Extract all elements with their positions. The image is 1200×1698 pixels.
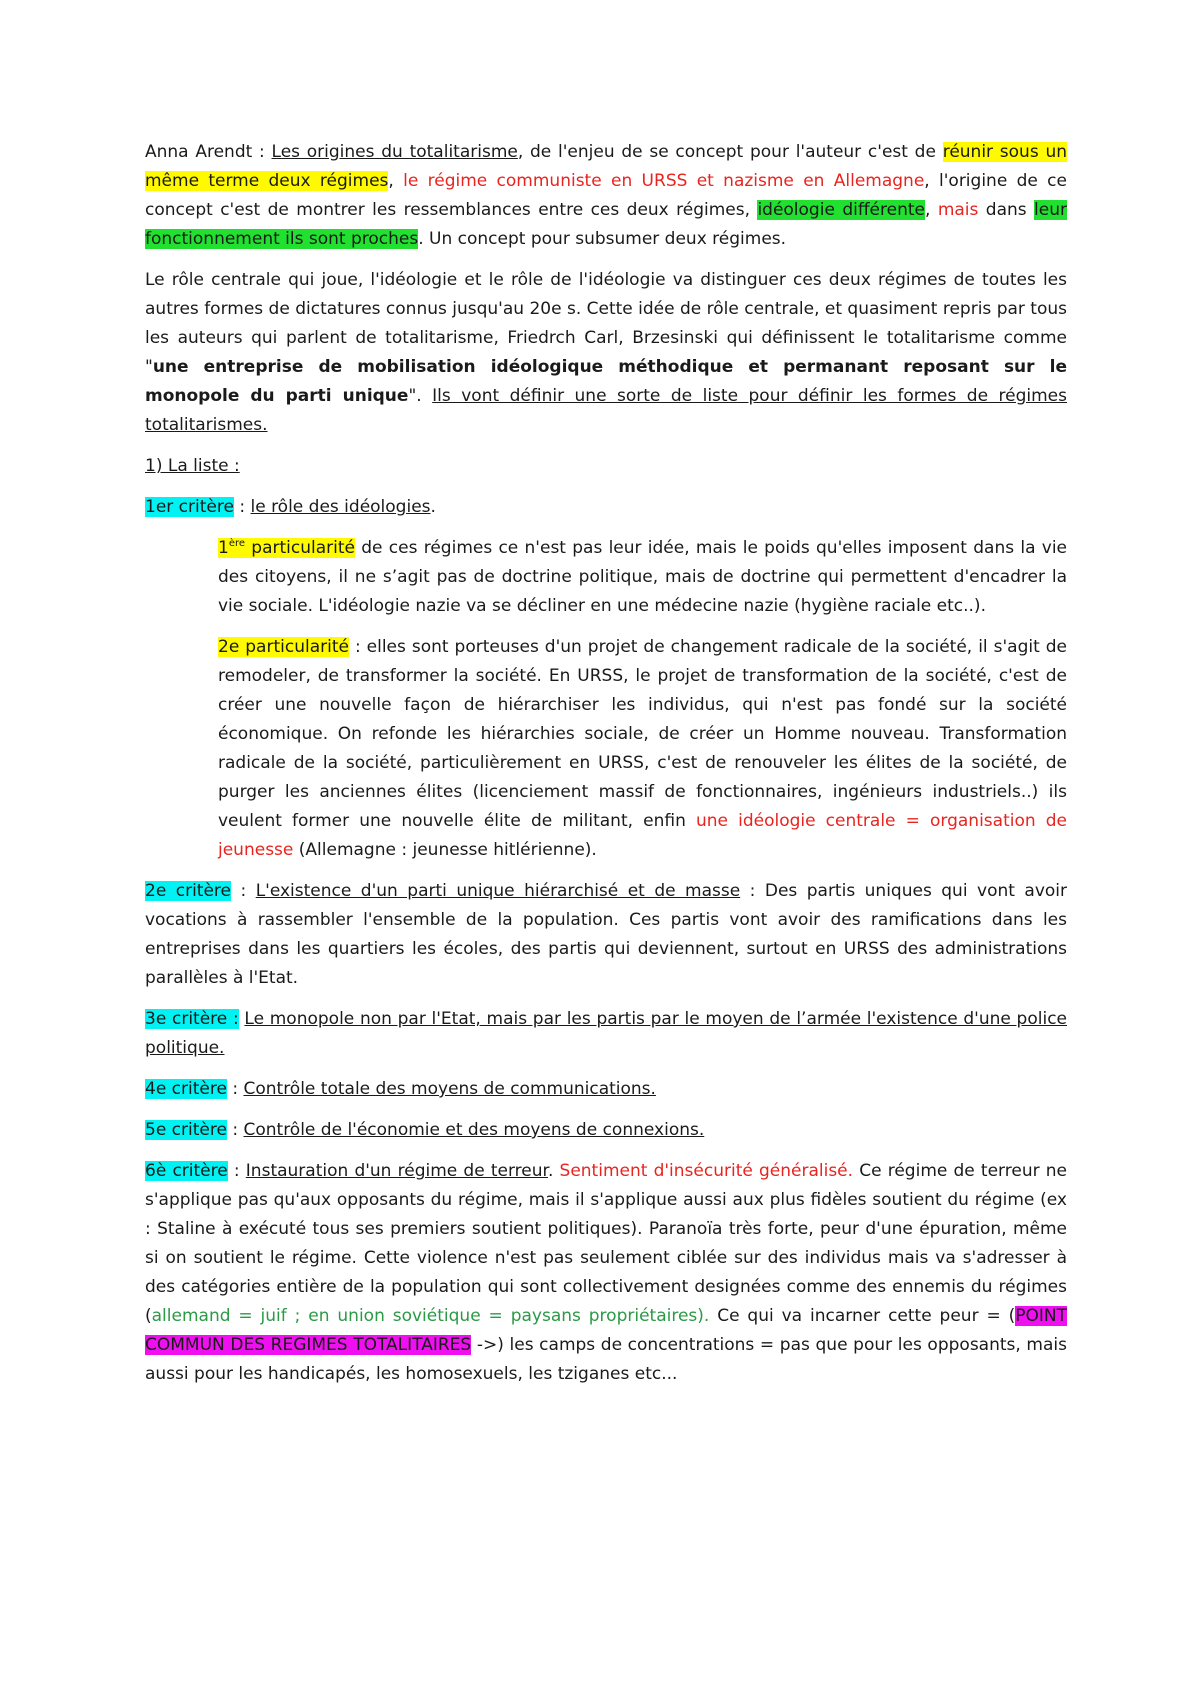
criterion-2 [145, 877, 1067, 993]
criterion-label: 4e critère [145, 1079, 227, 1099]
red-text: Sentiment d'insécurité généralisé. [559, 1161, 854, 1181]
red-text: une idéologie centrale = organisation de jeunesse [218, 811, 1067, 860]
criterion-6 [145, 1157, 1067, 1389]
criterion-1 [145, 493, 1067, 522]
text-span: Ce régime de terreur ne s'applique pas qu'aux opposants du régime, mais il s'applique aussi aux plus fidèles soutient du régime (ex : Staline à exécuté tous ses premiers soutient politiques). Paranoïa très forte, peur d'une épuration, même si on soutient le régime. Cette violence n'est pas seulement ciblée sur des individus mais va s'adresser à des catégories entière de la population qui sont collectivement designées comme des ennemis du régimes ( [145, 1161, 1067, 1326]
criterion-title: le rôle des idéologies [250, 497, 431, 517]
highlight-green: leur fonctionnement ils sont proches [145, 200, 1067, 249]
criterion-label: 2e critère [145, 881, 232, 901]
underlined-text: Ils vont définir une sorte de liste pour définir les formes de régimes totalitarismes. [145, 386, 1067, 435]
text-span: : Des partis uniques qui vont avoir vocations à rassembler l'ensemble de la population. Ces partis vont avoir des ramifications dans les entreprises dans les quartiers les écoles, des partis qui deviennent, surtout en URSS des administrations parallèles à l'Etat. [145, 881, 1067, 988]
bold-quote: une entreprise de mobilisation idéologique méthodique et permanant reposant sur le monopole du parti unique [145, 357, 1067, 406]
particularity-word: particularité [245, 538, 355, 558]
text-span: , de l'enjeu de se concept pour l'auteur c'est de [517, 142, 943, 162]
text-span: Anna Arendt : [145, 142, 272, 162]
criterion-title: Contrôle de l'économie et des moyens de connexions. [243, 1120, 705, 1140]
text-span: : [227, 1161, 246, 1181]
ordinal-suffix: ère [228, 538, 246, 549]
criterion-title: Instauration d'un régime de terreur [245, 1161, 548, 1181]
text-span: (Allemagne : jeunesse hitlérienne). [293, 840, 597, 860]
text-span: . [430, 497, 436, 517]
criterion-label: 6è critère [145, 1161, 228, 1181]
text-span: : [226, 1120, 244, 1140]
particularity-label: 2e particularité [218, 637, 349, 657]
criterion-title: Contrôle totale des moyens de communications. [243, 1079, 656, 1099]
ordinal-number: 1 [218, 538, 229, 558]
list-heading [145, 452, 1067, 481]
list-heading-text: 1) La liste : [145, 456, 240, 476]
text-span: Ce qui va incarner cette peur = ( [709, 1306, 1016, 1326]
particularity-2 [218, 633, 1067, 865]
text-span: : [226, 1079, 244, 1099]
text-span: . Un concept pour subsumer deux régimes. [418, 229, 787, 249]
criterion-title: Le monopole non par l'Etat, mais par les partis par le moyen de l’armée l'existence d'une police politique. [145, 1009, 1067, 1058]
document-body [145, 138, 1067, 1401]
highlight-magenta: POINT COMMUN DES REGIMES TOTALITAIRES [145, 1306, 1067, 1355]
text-span: , l'origine de ce concept c'est de montrer les ressemblances entre ces deux régimes, [145, 171, 1067, 220]
criterion-4 [145, 1075, 1067, 1104]
text-span: . [547, 1161, 560, 1181]
text-span: ". [408, 386, 433, 406]
highlight-yellow: réunir sous un même terme deux régimes [145, 142, 1067, 191]
text-span: dans [978, 200, 1035, 220]
criterion-title: L'existence d'un parti unique hiérarchisé et de masse [255, 881, 741, 901]
criterion-5 [145, 1116, 1067, 1145]
text-span: : [233, 497, 251, 517]
particularity-label [218, 538, 355, 558]
text-span: , [924, 200, 938, 220]
intro-paragraph [145, 138, 1067, 254]
text-span: : elles sont porteuses d'un projet de changement radicale de la société, il s'agit de remodeler, de transformer la société. En URSS, le projet de transformation de la société, c'est de créer une nouvelle façon de hiérarchiser les individus, qui n'est pas fondé sur la société économique. On refonde les hiérarchies sociale, de créer un Homme nouveau. Transformation radicale de la société, particulièrement en URSS, c'est de renouveler les élites de la société, de purger les anciennes élites (licenciement massif de fonctionnaires, ingénieurs industriels..) ils veulent former une nouvelle élite de militant, enfin [218, 637, 1067, 831]
particularity-1 [218, 534, 1067, 621]
text-span: ->) les camps de concentrations = pas que pour les opposants, mais aussi pour les handicapés, les homosexuels, les tziganes etc... [145, 1335, 1067, 1384]
text-span: , [388, 171, 404, 191]
book-title: Les origines du totalitarisme [271, 142, 518, 162]
criterion-label: 3e critère : [145, 1009, 239, 1029]
criterion-label: 1er critère [145, 497, 234, 517]
ideology-paragraph [145, 266, 1067, 440]
criterion-label: 5e critère [145, 1120, 227, 1140]
text-span: : [231, 881, 256, 901]
red-text: le régime communiste en URSS et nazisme en Allemagne [403, 171, 925, 191]
criterion-3 [145, 1005, 1067, 1063]
red-text: mais [937, 200, 979, 220]
green-text: allemand = juif ; en union soviétique = paysans propriétaires). [151, 1306, 710, 1326]
text-span: de ces régimes ce n'est pas leur idée, mais le poids qu'elles imposent dans la vie des citoyens, il ne s’agit pas de doctrine politique, mais de doctrine qui permettent d'encadrer la vie sociale. L'idéologie nazie va se décliner en une médecine nazie (hygiène raciale etc..). [218, 538, 1068, 616]
text-span: Le rôle centrale qui joue, l'idéologie et le rôle de l'idéologie va distinguer ces deux régimes de toutes les autres formes de dictatures connus jusqu'au 20e s. Cette idée de rôle centrale, et quasiment repris par tous les auteurs qui parlent de totalitarisme, Friedrch Carl, Brzesinski qui définissent le totalitarisme comme " [145, 270, 1067, 377]
highlight-green: idéologie différente [757, 200, 925, 220]
